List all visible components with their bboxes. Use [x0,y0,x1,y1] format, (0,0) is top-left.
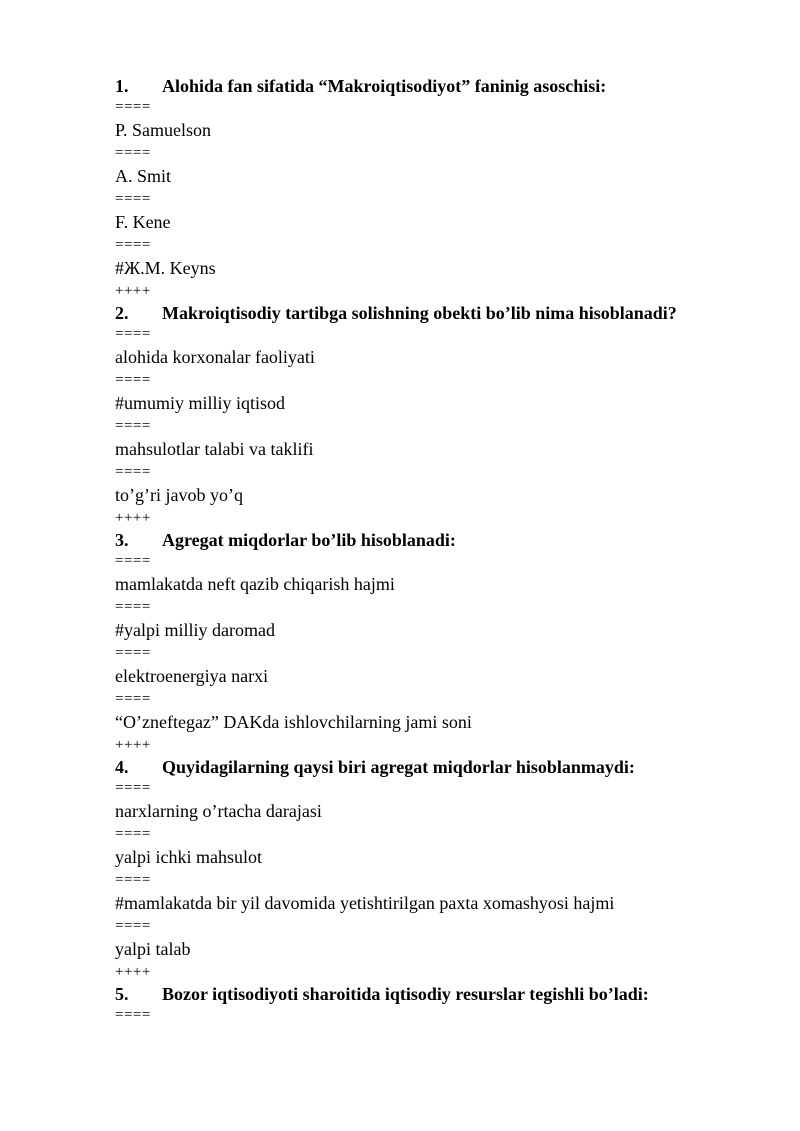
question-4-heading [115,755,735,779]
document-page [115,74,735,1025]
option-separator: ==== [115,237,151,253]
question-5-heading [115,982,735,1006]
question-end-marker: ++++ [115,737,151,753]
option-separator: ==== [115,918,151,934]
option-separator: ==== [115,1007,151,1023]
option-separator: ==== [115,826,151,842]
answer-option: #Ж.М. Keyns [115,258,216,278]
answer-option: yalpi ichki mahsulot [115,847,262,867]
option-separator: ==== [115,326,151,342]
question-end-marker: ++++ [115,964,151,980]
answer-option: elektroenergiya narxi [115,666,269,686]
answer-option: yalpi talab [115,939,191,959]
option-separator: ==== [115,372,151,388]
question-1-heading [115,74,735,98]
answer-option: mamlakatda neft qazib chiqarish hajmi [115,574,395,594]
option-separator: ==== [115,418,151,434]
option-separator: ==== [115,99,151,115]
answer-option: P. Samuelson [115,120,212,140]
option-separator: ==== [115,191,151,207]
question-number: 2. [115,303,129,323]
question-text: Agregat miqdorlar bo’lib hisoblanadi: [162,530,456,550]
option-separator: ==== [115,872,151,888]
question-text: Bozor iqtisodiyoti sharoitida iqtisodiy resurslar tegishli bo’ladi: [162,984,649,1004]
answer-option: #mamlakatda bir yil davomida yetishtirilgan paxta xomashyosi hajmi [115,893,615,913]
answer-option: mahsulotlar talabi va taklifi [115,439,314,459]
option-separator: ==== [115,645,151,661]
question-number: 3. [115,530,129,550]
option-separator: ==== [115,145,151,161]
answer-option: #umumiy milliy iqtisod [115,393,286,413]
question-end-marker: ++++ [115,510,151,526]
question-end-marker: ++++ [115,283,151,299]
question-number: 1. [115,76,129,96]
question-number: 4. [115,757,129,777]
option-separator: ==== [115,599,151,615]
answer-option: F. Kene [115,212,171,232]
answer-option: “O’zneftegaz” DAKda ishlovchilarning jami soni [115,712,472,732]
answer-option: narxlarning o’rtacha darajasi [115,801,322,821]
answer-option: #yalpi milliy daromad [115,620,275,640]
question-text: Makroiqtisodiy tartibga solishning obekti bo’lib nima hisoblanadi? [162,303,677,323]
option-separator: ==== [115,553,151,569]
answer-option: alohida korxonalar faoliyati [115,347,315,367]
question-2-heading [115,301,735,325]
option-separator: ==== [115,464,151,480]
option-separator: ==== [115,691,151,707]
option-separator: ==== [115,780,151,796]
answer-option: to’g’ri javob yo’q [115,485,243,505]
question-number: 5. [115,984,129,1004]
question-text: Quyidagilarning qaysi biri agregat miqdorlar hisoblanmaydi: [162,757,635,777]
answer-option: A. Smit [115,166,172,186]
question-3-heading [115,528,735,552]
question-text: Alohida fan sifatida “Makroiqtisodiyot” faninig asoschisi: [162,76,607,96]
